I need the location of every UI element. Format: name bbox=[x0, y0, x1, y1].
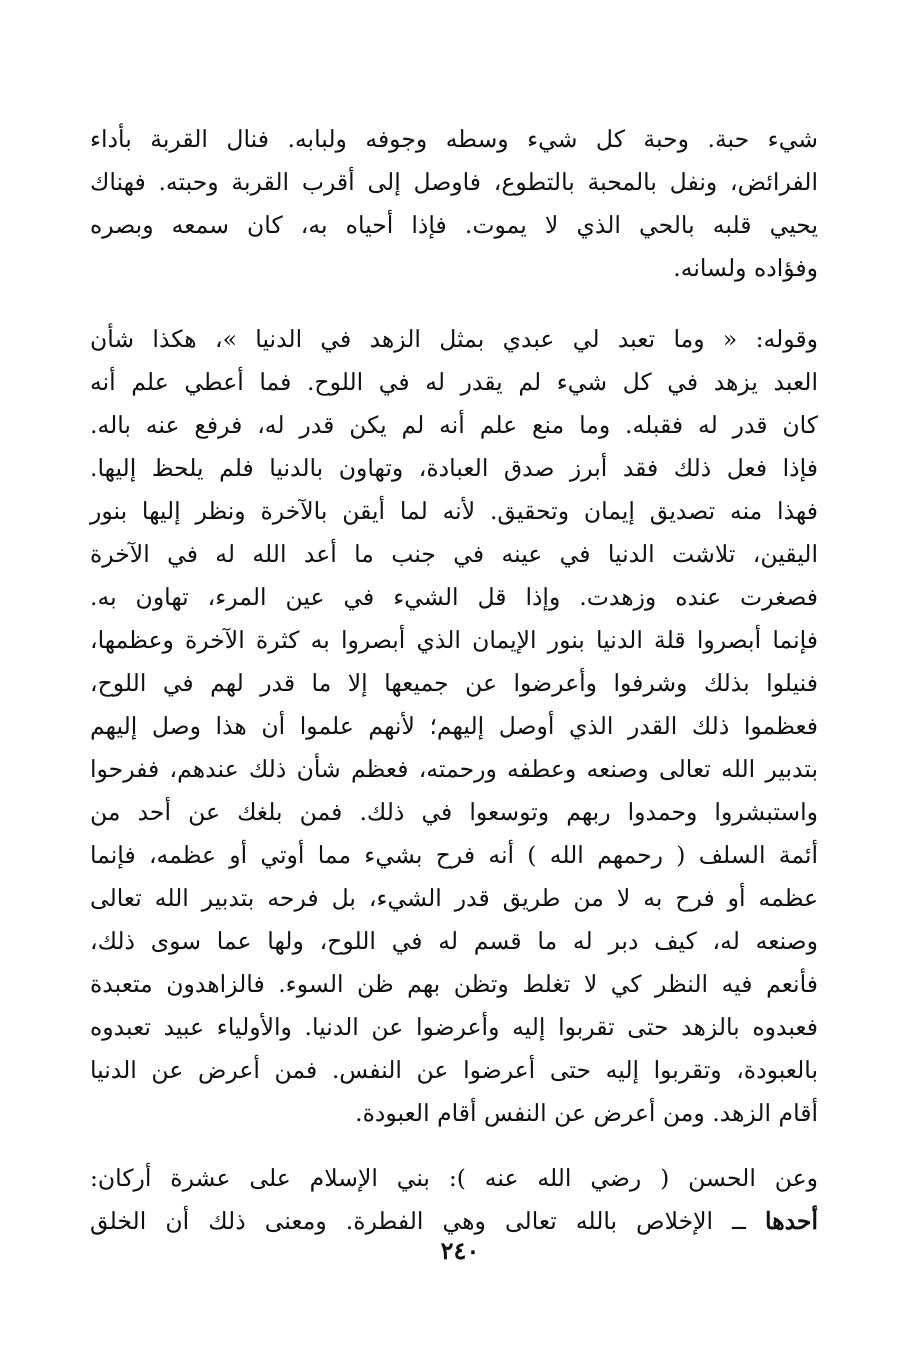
text-line: فصغرت عنده وزهدت. وإذا قل الشيء في عين المرء، تهاون به. bbox=[90, 583, 818, 611]
text-line: أقام الزهد. ومن أعرض عن النفس أقام العبودة. bbox=[355, 1099, 818, 1127]
text-line: فنيلوا بذلك وشرفوا وأعرضوا عن جميعها إلا ما قدر لهم في اللوح، bbox=[90, 669, 818, 697]
page-body bbox=[90, 118, 818, 1243]
text-line: فإذا فعل ذلك فقد أبرز صدق العبادة، وتهاون بالدنيا فلم يلحظ إليها. bbox=[90, 454, 818, 482]
paragraph-2 bbox=[90, 318, 818, 1135]
text-line: وعن الحسن ( رضي الله عنه ): بني الإسلام على عشرة أركان: bbox=[90, 1164, 818, 1192]
text-line: وصنعه له، كيف دبر له ما قسم له في اللوح، ولها عما سوى ذلك، bbox=[90, 927, 818, 955]
text-line: شيء حبة. وحبة كل شيء وسطه وجوفه ولبابه. فنال القربة بأداء bbox=[90, 125, 818, 153]
text-line: بالعبودة، وتقربوا إليه حتى أعرضوا عن النفس. فمن أعرض عن الدنيا bbox=[90, 1056, 818, 1084]
text-line: أئمة السلف ( رحمهم الله ) أنه فرح بشيء مما أوتي أو عظمه، فإنما bbox=[90, 841, 818, 869]
text-line: عظمه أو فرح به لا من طريق قدر الشيء، بل فرحه بتدبير الله تعالى bbox=[90, 884, 818, 912]
text-line: فهذا منه تصديق إيمان وتحقيق. لأنه لما أيقن بالآخرة ونظر إليها بنور bbox=[90, 497, 818, 525]
text-line: يحيي قلبه بالحي الذي لا يموت. فإذا أحياه به، كان سمعه وبصره bbox=[90, 211, 818, 239]
text-line: فعظموا ذلك القدر الذي أوصل إليهم؛ لأنهم علموا أن هذا وصل إليهم bbox=[90, 712, 818, 740]
page-number: ٢٤٠ bbox=[440, 1236, 480, 1265]
paragraph-1 bbox=[90, 118, 818, 290]
text-line: اليقين، تلاشت الدنيا في عينه في جنب ما أعد الله له في الآخرة bbox=[90, 540, 818, 568]
text-line: الفرائض، ونفل بالمحبة بالتطوع، فاوصل إلى أقرب القربة وحبته. فهناك bbox=[90, 168, 818, 196]
text-line-rest: ــ الإخلاص بالله تعالى وهي الفطرة. ومعنى ذلك أن الخلق bbox=[90, 1207, 766, 1235]
text-line: فإنما أبصروا قلة الدنيا بنور الإيمان الذي أبصروا به كثرة الآخرة وعظمها، bbox=[90, 626, 818, 654]
text-line: وقوله: « وما تعبد لي عبدي بمثل الزهد في الدنيا »، هكذا شأن bbox=[90, 325, 818, 353]
text-line: وفؤاده ولسانه. bbox=[673, 254, 818, 282]
text-line: بتدبير الله تعالى وصنعه وعطفه ورحمته، فعظم شأن ذلك عندهم، ففرحوا bbox=[90, 755, 818, 783]
paragraph-3 bbox=[90, 1157, 818, 1243]
bold-lead-word: أحدها bbox=[765, 1207, 818, 1235]
text-line: العبد يزهد في كل شيء لم يقدر له في اللوح. فما أعطي علم أنه bbox=[90, 368, 818, 396]
text-line: فأنعم فيه النظر كي لا تغلط وتظن بهم ظن السوء. فالزاهدون متعبدة bbox=[90, 970, 818, 998]
text-line: واستبشروا وحمدوا ربهم وتوسعوا في ذلك. فمن بلغك عن أحد من bbox=[90, 798, 818, 826]
text-line: فعبدوه بالزهد حتى تقربوا إليه وأعرضوا عن الدنيا. والأولياء عبيد تعبدوه bbox=[90, 1013, 818, 1041]
text-line: كان قدر له فقبله. وما منع علم أنه لم يكن قدر له، فرفع عنه باله. bbox=[90, 411, 818, 439]
